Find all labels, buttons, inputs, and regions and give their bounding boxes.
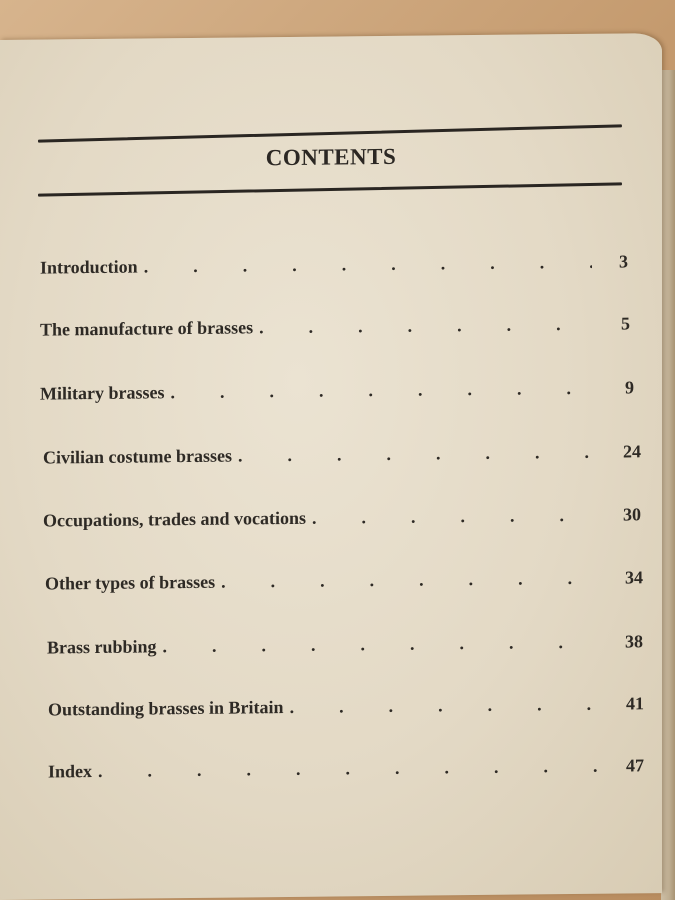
entry-label: Other types of brasses — [45, 571, 216, 594]
contents-entry-index — [48, 755, 644, 791]
entry-label: Introduction — [40, 256, 138, 278]
dot-leader — [163, 632, 607, 658]
entry-page-number: 47 — [626, 755, 644, 776]
entry-label: Outstanding brasses in Britain — [48, 697, 284, 720]
entry-page-number: 24 — [623, 441, 641, 462]
entry-label: Civilian costume brasses — [43, 445, 232, 468]
dot-leader — [312, 505, 605, 529]
dot-leader — [144, 252, 592, 278]
entry-page-number: 34 — [625, 567, 643, 588]
top-rule — [38, 124, 622, 142]
dot-leader — [238, 442, 605, 467]
entry-page-number: 41 — [626, 693, 644, 714]
entry-page-number: 9 — [625, 377, 634, 398]
contents-title: CONTENTS — [265, 143, 397, 171]
entry-page-number: 3 — [619, 251, 628, 272]
contents-list — [40, 251, 644, 782]
entry-label: Index — [48, 761, 93, 782]
entry-label: Military brasses — [40, 382, 165, 404]
contents-entry-introduction — [40, 251, 628, 287]
contents-entry-manufacture — [40, 313, 630, 349]
entry-label: Occupations, trades and vocations — [43, 507, 307, 531]
bottom-rule — [38, 182, 622, 196]
contents-entry-brass-rubbing — [47, 631, 643, 667]
dot-leader — [290, 694, 608, 718]
entry-label: The manufacture of brasses — [40, 317, 254, 340]
entry-page-number: 5 — [621, 313, 630, 334]
dot-leader — [98, 756, 608, 782]
entry-page-number: 30 — [623, 504, 641, 525]
entry-label: Brass rubbing — [47, 636, 157, 658]
dot-leader — [259, 314, 594, 339]
contents-entry-occupations — [43, 504, 641, 540]
contents-entry-civilian — [43, 441, 641, 477]
dot-leader — [221, 568, 607, 593]
page-edge — [661, 70, 675, 900]
contents-entry-military — [40, 377, 634, 413]
entry-page-number: 38 — [625, 631, 643, 652]
book-page — [0, 33, 662, 900]
contents-entry-other-types — [45, 567, 643, 603]
dot-leader — [170, 378, 598, 403]
contents-entry-outstanding — [48, 693, 644, 729]
